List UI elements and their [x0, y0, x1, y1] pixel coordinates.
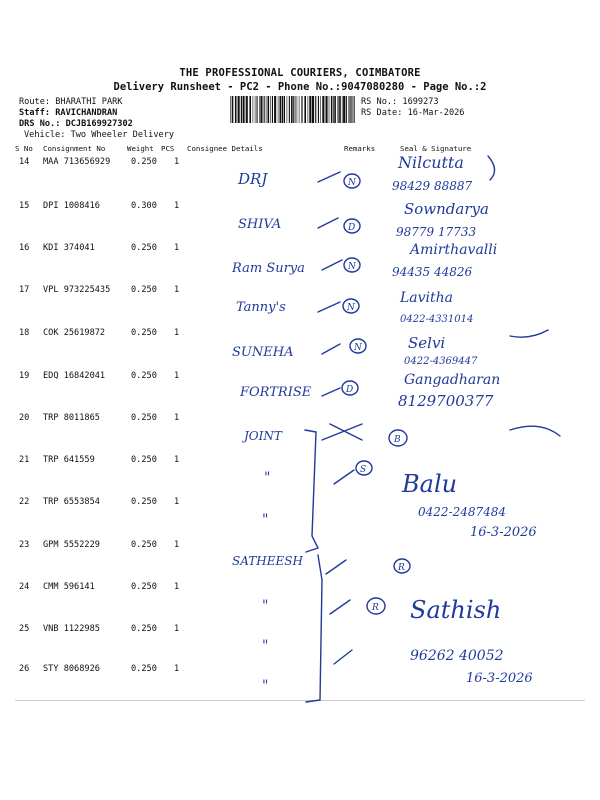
ditto-22: "	[262, 512, 269, 528]
signature-18: Selvi	[408, 334, 446, 352]
barcode-bar	[351, 96, 352, 123]
phone-17: 0422-4331014	[400, 314, 474, 325]
tick-mark	[334, 470, 354, 484]
barcode-bar	[339, 96, 341, 123]
consignee-hand-15: SHIVA	[238, 217, 282, 232]
barcode-bar	[266, 96, 267, 123]
barcode-bar	[249, 96, 251, 123]
barcode-bar	[291, 96, 293, 123]
barcode-bar	[338, 96, 339, 123]
row-weight: 0.250	[131, 285, 157, 295]
rs-date: RS Date: 16-Mar-2026	[361, 108, 465, 118]
barcode-bar	[274, 96, 276, 123]
barcode-bar	[349, 96, 350, 123]
bottom-divider	[15, 700, 585, 701]
remark-circle	[344, 174, 360, 188]
table-row	[0, 201, 600, 215]
table-row	[0, 455, 600, 469]
col-consignee: Consignee Details	[187, 144, 263, 153]
col-pcs: PCS	[161, 144, 175, 153]
remark-circle	[367, 598, 385, 614]
barcode-bar	[270, 96, 271, 123]
row-consignment-no: GPM 5552229	[43, 540, 100, 550]
barcode-bar	[297, 96, 298, 123]
remark-circle	[343, 299, 359, 313]
row-sno: 24	[19, 582, 30, 592]
row-weight: 0.250	[131, 540, 157, 550]
barcode-bar	[259, 96, 260, 123]
remark-circle	[344, 258, 360, 272]
phone-18: 0422-4369447	[404, 356, 478, 367]
phone-19: 8129700377	[398, 392, 494, 410]
row-sno: 21	[19, 455, 30, 465]
col-consignment: Consignment No	[43, 144, 106, 153]
table-row	[0, 664, 600, 678]
barcode-bar	[304, 96, 306, 123]
barcode-bar	[287, 96, 288, 123]
consignee-hand-20: JOINT	[244, 429, 282, 443]
barcode-bar	[284, 96, 285, 123]
table-row	[0, 157, 600, 171]
date-23-26: 16-3-2026	[466, 671, 533, 686]
signature-20-22: Balu	[402, 470, 458, 498]
ditto-21: "	[264, 470, 271, 486]
row-pcs: 1	[174, 497, 180, 507]
barcode-bar	[309, 96, 311, 123]
barcode-bar	[230, 96, 231, 123]
runsheet-subtitle: Delivery Runsheet - PC2 - Phone No.:9047080280 - Page No.:2	[113, 81, 487, 93]
row-sno: 18	[19, 328, 30, 338]
table-row	[0, 582, 600, 596]
barcode-bar	[315, 96, 316, 123]
row-weight: 0.250	[131, 582, 157, 592]
ditto-25: "	[262, 638, 269, 654]
barcode-bar	[320, 96, 321, 123]
barcode-bar	[342, 96, 343, 123]
barcode-bar	[280, 96, 282, 123]
barcode-bar	[331, 96, 332, 123]
signature-23-26: Sathish	[410, 596, 502, 624]
signature-15: Sowndarya	[404, 200, 489, 218]
row-pcs: 1	[174, 201, 180, 211]
table-row	[0, 540, 600, 554]
consignee-hand-19: FORTRISE	[240, 385, 312, 400]
consignee-hand-14: DRJ	[238, 170, 268, 188]
row-weight: 0.250	[131, 664, 157, 674]
barcode-bar	[289, 96, 290, 123]
tick-mark	[318, 218, 338, 228]
row-sno: 15	[19, 201, 30, 211]
remark-circle	[344, 219, 360, 233]
vehicle-label: Vehicle: Two Wheeler Delivery	[24, 130, 175, 140]
group-bracket	[305, 430, 318, 552]
ditto-26: "	[262, 678, 269, 694]
row-sno: 14	[19, 157, 30, 167]
barcode-bar	[243, 96, 245, 123]
table-row	[0, 371, 600, 385]
barcode-bar	[264, 96, 265, 123]
date-20-22: 16-3-2026	[470, 525, 537, 540]
barcode-bar	[312, 96, 314, 123]
col-seal: Seal & Signature	[400, 144, 472, 153]
row-consignment-no: TRP 6553854	[43, 497, 100, 507]
barcode-bar	[354, 96, 355, 123]
row-consignment-no: VNB 1122985	[43, 624, 100, 634]
barcode-bar	[241, 96, 243, 123]
row-weight: 0.250	[131, 157, 157, 167]
barcode-bar	[295, 96, 296, 123]
row-consignment-no: STY 8068926	[43, 664, 100, 674]
consignee-hand-23: SATHEESH	[232, 554, 303, 568]
row-sno: 23	[19, 540, 30, 550]
row-weight: 0.250	[131, 413, 157, 423]
row-pcs: 1	[174, 328, 180, 338]
row-consignment-no: VPL 973225435	[43, 285, 111, 295]
row-consignment-no: MAA 713656929	[43, 157, 111, 167]
col-remarks: Remarks	[344, 144, 376, 153]
remark-mark: S	[360, 465, 367, 475]
row-consignment-no: KDI 374041	[43, 243, 95, 253]
signature-flourish	[510, 426, 560, 436]
barcode-bar	[232, 96, 234, 123]
signature-19: Gangadharan	[404, 372, 501, 388]
phone-14: 98429 88887	[392, 179, 473, 193]
row-consignment-no: CMM 596141	[43, 582, 95, 592]
signature-17: Lavitha	[400, 290, 454, 306]
row-consignment-no: EDQ 16842041	[43, 371, 106, 381]
phone-23-26: 96262 40052	[410, 648, 504, 664]
table-row	[0, 497, 600, 511]
row-pcs: 1	[174, 371, 180, 381]
row-weight: 0.250	[131, 455, 157, 465]
barcode-bar	[257, 96, 258, 123]
barcode-bar	[235, 96, 237, 123]
row-sno: 26	[19, 664, 30, 674]
phone-16: 94435 44826	[392, 265, 473, 279]
tick-mark	[330, 600, 350, 614]
signature-16: Amirthavalli	[410, 242, 498, 258]
consignee-hand-16: Ram Surya	[232, 261, 305, 276]
row-weight: 0.250	[131, 328, 157, 338]
remark-mark: R	[398, 563, 405, 573]
tick-mark	[318, 172, 340, 182]
barcode-bar	[299, 96, 300, 123]
row-weight: 0.250	[131, 371, 157, 381]
barcode-image	[230, 96, 356, 123]
tick-mark	[322, 388, 340, 396]
row-consignment-no: COK 25619872	[43, 328, 106, 338]
remark-circle	[389, 430, 407, 446]
rs-number: RS No.: 1699273	[361, 97, 439, 107]
barcode-bar	[268, 96, 270, 123]
barcode-bar	[329, 96, 330, 123]
row-pcs: 1	[174, 540, 180, 550]
col-weight: Weight	[127, 144, 154, 153]
row-sno: 19	[19, 371, 30, 381]
consignee-hand-17: Tanny's	[236, 300, 286, 315]
signature-14: Nilcutta	[398, 153, 464, 172]
barcode-bar	[238, 96, 240, 123]
row-weight: 0.300	[131, 201, 157, 211]
barcode-bar	[322, 96, 324, 123]
table-row	[0, 413, 600, 427]
ditto-24: "	[262, 598, 269, 614]
table-row	[0, 624, 600, 638]
barcode-bar	[272, 96, 273, 123]
tick-mark	[326, 560, 346, 574]
row-sno: 16	[19, 243, 30, 253]
row-weight: 0.250	[131, 497, 157, 507]
barcode-bar	[302, 96, 303, 123]
remark-circle	[394, 559, 410, 573]
barcode-bar	[308, 96, 309, 123]
barcode-bar	[293, 96, 294, 123]
row-sno: 25	[19, 624, 30, 634]
barcode-bar	[346, 96, 347, 123]
remark-mark: D	[346, 385, 354, 395]
row-consignment-no: TRP 8011865	[43, 413, 100, 423]
table-row	[0, 243, 600, 257]
row-sno: 20	[19, 413, 30, 423]
remark-mark: D	[348, 223, 356, 233]
barcode-bar	[326, 96, 328, 123]
barcode-bar	[246, 96, 248, 123]
table-row	[0, 328, 600, 342]
barcode-bar	[343, 96, 345, 123]
row-pcs: 1	[174, 243, 180, 253]
tick-mark	[322, 260, 342, 270]
row-weight: 0.250	[131, 243, 157, 253]
table-row	[0, 285, 600, 299]
phone-15: 98779 17733	[396, 225, 477, 239]
row-pcs: 1	[174, 285, 180, 295]
row-pcs: 1	[174, 157, 180, 167]
barcode-bar	[334, 96, 336, 123]
row-pcs: 1	[174, 413, 180, 423]
tick-mark	[334, 650, 352, 664]
barcode-bar	[260, 96, 262, 123]
drs-number: DRS No.: DCJB169927302	[19, 119, 133, 129]
route-label: Route: BHARATHI PARK	[19, 97, 123, 107]
row-consignment-no: TRP 641559	[43, 455, 95, 465]
barcode-bar	[255, 96, 256, 123]
barcode-bar	[278, 96, 279, 123]
barcode-bar	[301, 96, 302, 123]
row-pcs: 1	[174, 664, 180, 674]
remark-mark: B	[394, 435, 401, 445]
row-pcs: 1	[174, 582, 180, 592]
remark-mark: N	[348, 262, 356, 272]
tick-mark	[322, 344, 340, 354]
col-sno: S No	[15, 144, 33, 153]
barcode-bar	[318, 96, 319, 123]
remark-mark: N	[348, 178, 356, 188]
barcode-bar	[350, 96, 351, 123]
staff-label: Staff: RAVICHANDRAN	[19, 108, 118, 118]
remark-mark: N	[347, 303, 355, 313]
row-sno: 17	[19, 285, 30, 295]
row-pcs: 1	[174, 455, 180, 465]
consignee-hand-18: SUNEHA	[232, 345, 294, 360]
barcode-bar	[333, 96, 334, 123]
remark-mark: R	[372, 603, 379, 613]
row-pcs: 1	[174, 624, 180, 634]
row-weight: 0.250	[131, 624, 157, 634]
phone-20-22: 0422-2487484	[418, 505, 507, 519]
barcode-bar	[282, 96, 284, 123]
company-title: THE PROFESSIONAL COURIERS, COIMBATORE	[179, 67, 421, 79]
remark-mark: N	[354, 343, 362, 353]
barcode-bar	[253, 96, 254, 123]
row-sno: 22	[19, 497, 30, 507]
row-consignment-no: DPI 1008416	[43, 201, 100, 211]
tick-mark	[318, 302, 340, 312]
